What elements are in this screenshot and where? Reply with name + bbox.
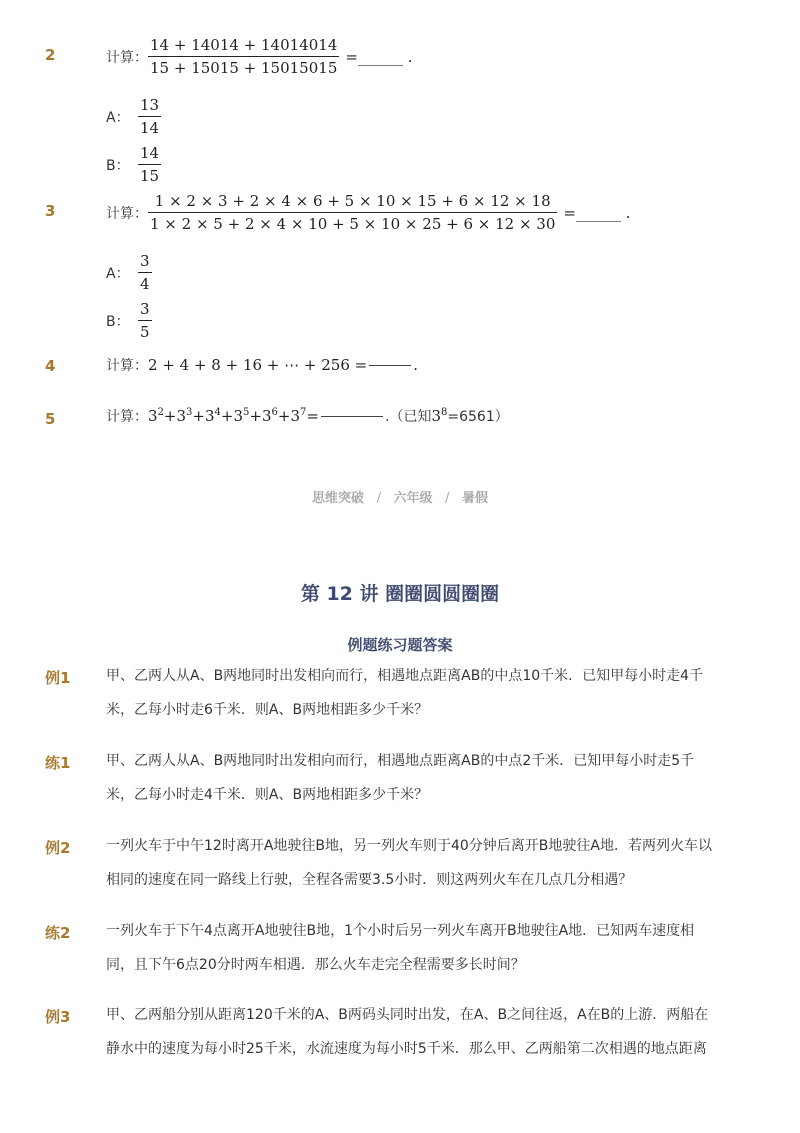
power-term	[262, 407, 278, 425]
power-base: 3	[431, 407, 441, 425]
fraction-numerator: 1 × 2 × 3 + 2 × 4 × 6 + 5 × 10 × 15 + 6 × 12 × 18	[154, 192, 551, 210]
option-fraction	[138, 144, 161, 185]
page-footer	[0, 487, 800, 506]
footer-term: 暑假	[461, 491, 488, 506]
fraction-denominator: 1 × 2 × 5 + 2 × 4 × 10 + 5 × 10 × 25 + 6 × 12 × 30	[148, 212, 557, 233]
given-value: =6561）	[447, 409, 509, 425]
problem-text: 一列火车于下午4点离开A地驶往B地，1个小时后另一列火车离开B地驶往A地．已知两车速度相同，且下午6点20分时两车相遇．那么火车走完全程需要多长时间？	[106, 923, 695, 973]
problem-label: 例1	[45, 669, 71, 687]
plus-sign: +	[277, 407, 291, 425]
power-exponent: 3	[186, 407, 193, 418]
fraction-numerator: 13	[140, 96, 160, 114]
option-fraction	[138, 96, 161, 137]
question-prompt: 计算：	[106, 49, 148, 66]
power-base: 3	[148, 407, 158, 425]
fraction-numerator: 3	[140, 252, 150, 270]
fraction	[148, 192, 557, 233]
power-term	[291, 407, 307, 425]
question-number: 5	[45, 410, 56, 428]
option-fraction	[138, 300, 152, 341]
option-fraction	[138, 252, 152, 293]
plus-sign: +	[220, 407, 234, 425]
option-b	[106, 300, 152, 341]
fraction-numerator: 3	[140, 300, 150, 318]
given-power	[431, 407, 447, 425]
problem-text: 甲、乙两船分别从距离120千米的A、B两码头同时出发，在A、B之间往返，A在B的上游．两船在静水中的速度为每小时25千米，水流速度为每小时5千米．那么甲、乙两船第二次相遇的地点距离	[106, 1007, 709, 1057]
footer-separator: /	[376, 491, 381, 506]
power-exponent: 7	[300, 407, 307, 418]
lecture-title: 第 12 讲 圈圈圆圆圈圈	[300, 583, 500, 605]
power-base: 3	[205, 407, 215, 425]
option-label: A：	[106, 109, 130, 126]
power-base: 3	[233, 407, 244, 425]
question-3-stem	[106, 192, 631, 233]
fraction-numerator: 14	[140, 144, 160, 162]
option-b	[106, 144, 161, 185]
question-4-stem	[106, 355, 418, 375]
fraction-denominator: 4	[138, 272, 152, 293]
power-base: 3	[262, 407, 272, 425]
power-exponent: 6	[271, 407, 278, 418]
equals-sign: =	[306, 407, 319, 425]
question-prompt: 计算：	[106, 409, 148, 425]
power-base: 3	[290, 407, 301, 425]
plus-sign: +	[249, 407, 262, 425]
fraction-denominator: 5	[138, 320, 152, 341]
given-hint-prefix: .（已知	[385, 409, 432, 425]
fraction	[148, 36, 339, 77]
question-prompt: 计算：	[106, 205, 148, 222]
question-number: 2	[45, 46, 56, 64]
question-number: 4	[45, 357, 56, 375]
problem-label: 例2	[45, 839, 71, 857]
footer-grade: 六年级	[393, 491, 433, 506]
fraction-denominator: 14	[138, 116, 161, 137]
question-prompt: 计算：	[106, 358, 148, 374]
power-term	[148, 407, 164, 425]
option-label: B：	[106, 313, 130, 330]
power-term	[177, 407, 193, 425]
option-a	[106, 252, 152, 293]
plus-sign: +	[163, 407, 177, 425]
period: .	[413, 356, 418, 374]
power-exponent: 4	[214, 407, 221, 418]
power-exponent: 8	[441, 407, 448, 418]
problem-text: 一列火车于中午12时离开A地驶往B地，另一列火车则于40分钟后离开B地驶往A地．若两列火车以相同的速度在同一路线上行驶，全程各需要3.5小时．则这两列火车在几点几分相遇？	[106, 838, 712, 888]
option-label: A：	[106, 265, 130, 282]
fraction-denominator: 15	[138, 164, 161, 185]
answer-blank-line	[321, 415, 383, 417]
problem-text: 甲、乙两人从A、B两地同时出发相向而行，相遇地点距离AB的中点10千米．已知甲每小时走4千米，乙每小时走6千米．则A、B两地相距多少千米？	[106, 668, 704, 718]
footer-separator: /	[445, 491, 450, 506]
option-a	[106, 96, 161, 137]
fraction-denominator: 15 + 15015 + 15015015	[148, 56, 339, 77]
answer-blank: =______ .	[563, 203, 631, 222]
problem-label: 练2	[45, 924, 71, 942]
expression: 2 + 4 + 8 + 16 + ⋯ + 256 =	[148, 356, 368, 374]
footer-series: 思维突破	[312, 491, 365, 506]
power-term	[234, 407, 250, 425]
problem-text: 甲、乙两人从A、B两地同时出发相向而行，相遇地点距离AB的中点2千米．已知甲每小时走5千米，乙每小时走4千米．则A、B两地相距多少千米？	[106, 753, 695, 803]
section-title: 例题练习题答案	[347, 636, 453, 654]
problem-label: 例3	[45, 1008, 71, 1026]
question-number: 3	[45, 202, 56, 220]
answer-blank: =______ .	[345, 47, 413, 66]
power-exponent: 2	[157, 407, 164, 418]
power-exponent: 5	[243, 407, 250, 418]
question-2-stem	[106, 36, 412, 77]
answer-blank-line	[369, 364, 411, 366]
plus-sign: +	[192, 407, 205, 425]
power-base: 3	[176, 407, 187, 425]
question-5-stem	[106, 406, 509, 426]
power-term	[205, 407, 221, 425]
problem-label: 练1	[45, 754, 71, 772]
option-label: B：	[106, 157, 130, 174]
fraction-numerator: 14 + 14014 + 14014014	[150, 36, 338, 54]
